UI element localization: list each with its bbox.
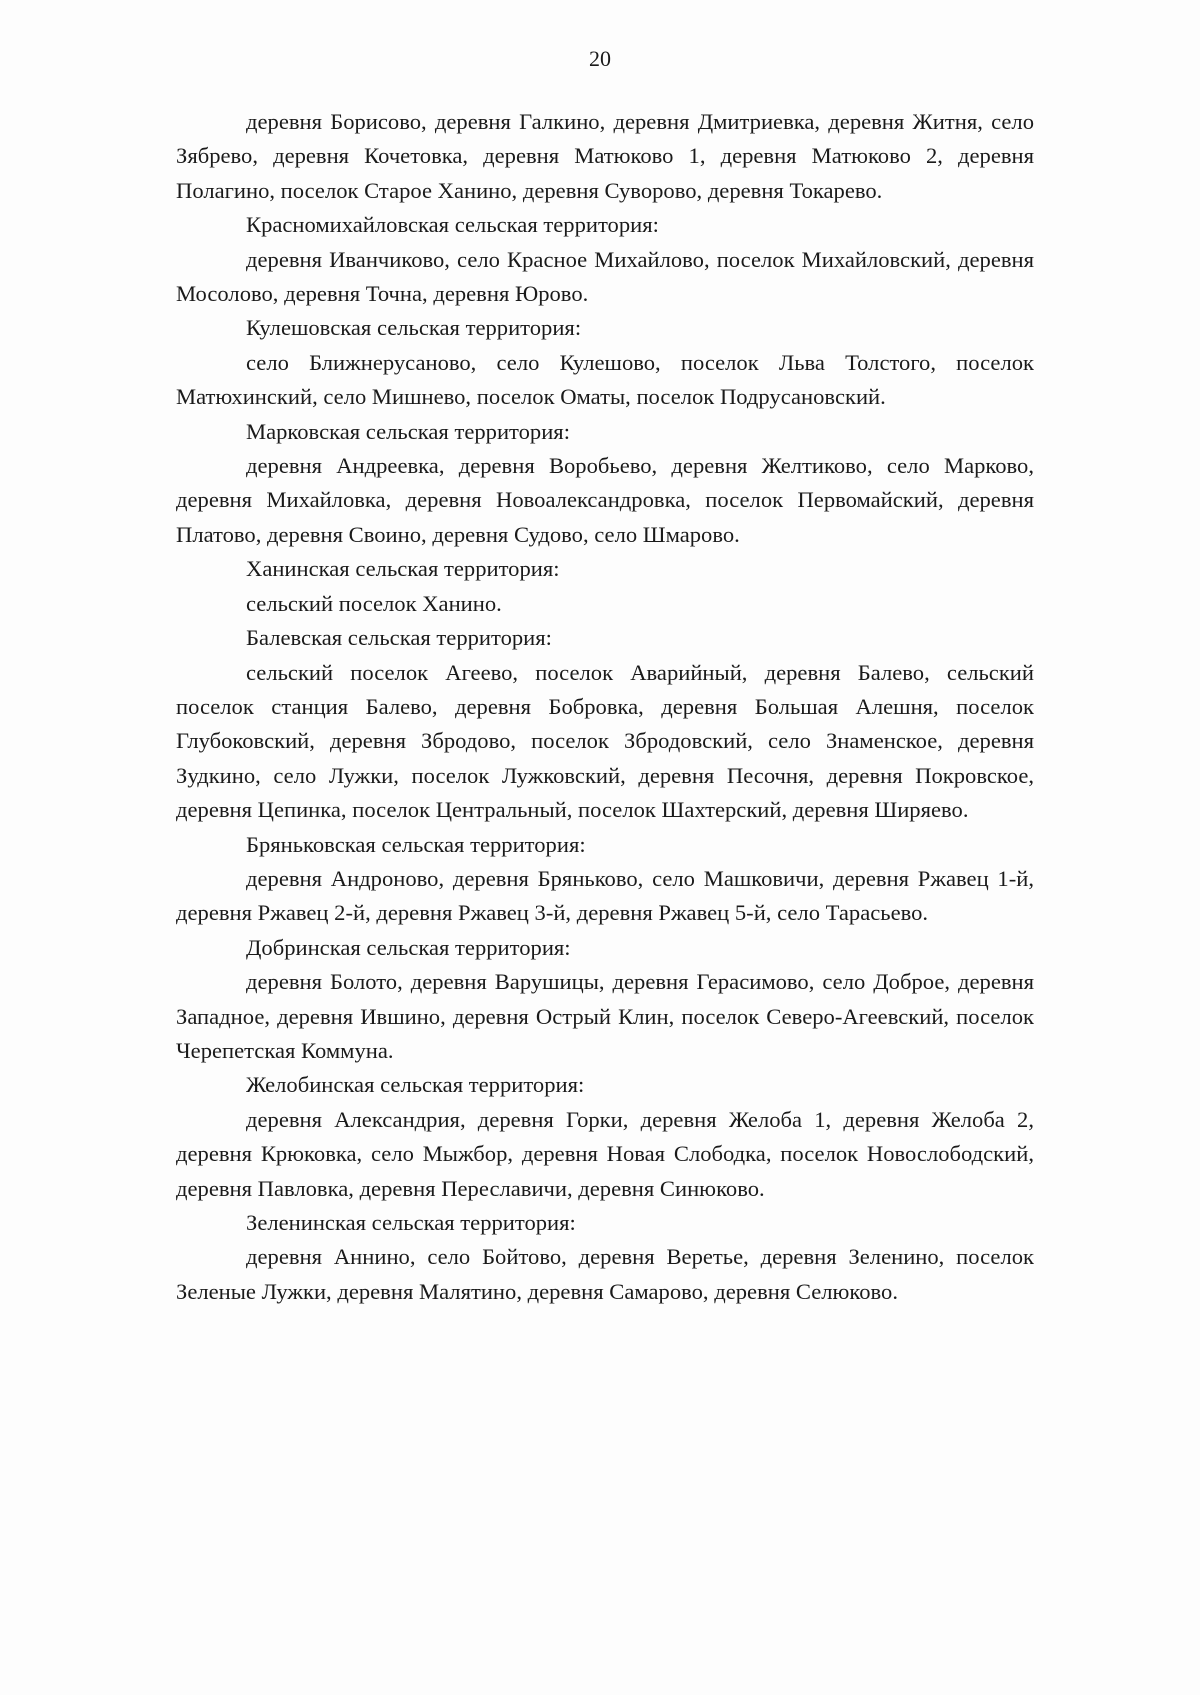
settlement-list-paragraph: село Ближнерусаново, село Кулешово, поселок Льва Толстого, поселок Матюхинский, село Мишнево, поселок Оматы, поселок Подрусановский. <box>176 349 1034 410</box>
territory-heading-kuleshovskaya: Кулешовская сельская территория: <box>246 315 582 341</box>
page-number: 20 <box>589 46 611 71</box>
territory-heading-zhelobinskaya: Желобинская сельская территория: <box>246 1072 585 1098</box>
territory-heading-krasnomikhailovskaya: Красномихайловская сельская территория: <box>246 212 659 238</box>
settlement-list-paragraph: деревня Андроново, деревня Бряньково, село Машковичи, деревня Ржавец 1-й, деревня Ржавец 2-й, деревня Ржавец 3-й, деревня Ржавец 5-й, село Тарасьево. <box>176 865 1034 926</box>
territory-heading-markovskaya: Марковская сельская территория: <box>246 418 570 444</box>
settlement-list-paragraph: деревня Борисово, деревня Галкино, деревня Дмитриевка, деревня Житня, село Зябрево, деревня Кочетовка, деревня Матюково 1, деревня Матюково 2, деревня Полагино, поселок Старое Ханино, деревня Суворово, деревня Токарево. <box>176 109 1034 203</box>
territory-heading-balevskaya: Балевская сельская территория: <box>246 625 552 651</box>
settlement-list-paragraph: деревня Александрия, деревня Горки, деревня Желоба 1, деревня Желоба 2, деревня Крюковка, село Мыжбор, деревня Новая Слободка, поселок Новослободский, деревня Павловка, деревня Переславичи, деревня Синюково. <box>176 1106 1034 1201</box>
settlement-list-paragraph: сельский поселок Агеево, поселок Аварийный, деревня Балево, сельский поселок станция Балево, деревня Бобровка, деревня Большая Алешня, поселок Глубоковский, деревня Збродово, поселок Збродовский, село Знаменское, деревня Зудкино, село Лужки, поселок Лужковский, деревня Песочня, деревня Покровское, деревня Цепинка, поселок Центральный, поселок Шахтерский, деревня Ширяево. <box>176 659 1034 823</box>
settlement-list-paragraph: деревня Иванчиково, село Красное Михайлово, поселок Михайловский, деревня Мосолово, деревня Точна, деревня Юрово. <box>176 246 1034 307</box>
territory-heading-dobrinskaya: Добринская сельская территория: <box>246 934 571 960</box>
settlement-list-paragraph: деревня Андреевка, деревня Воробьево, деревня Желтиково, село Марково, деревня Михайловка, деревня Новоалександровка, поселок Первомайский, деревня Платово, деревня Своино, деревня Судово, село Шмарово. <box>176 453 1034 547</box>
document-body <box>176 105 1034 1309</box>
settlement-list-paragraph: деревня Аннино, село Бойтово, деревня Веретье, деревня Зеленино, поселок Зеленые Лужки, деревня Малятино, деревня Самарово, деревня Селюково. <box>176 1244 1034 1304</box>
territory-heading-khaninskaya: Ханинская сельская территория: <box>246 556 560 582</box>
settlement-list-paragraph: деревня Болото, деревня Варушицы, деревня Герасимово, село Доброе, деревня Западное, деревня Ившино, деревня Острый Клин, поселок Северо-Агеевский, поселок Черепетская Коммуна. <box>176 969 1034 1063</box>
territory-heading-bryankovskaya: Бряньковская сельская территория: <box>246 831 586 857</box>
settlement-list-paragraph: сельский поселок Ханино. <box>246 590 502 616</box>
territory-heading-zeleninskaya: Зеленинская сельская территория: <box>246 1210 576 1235</box>
